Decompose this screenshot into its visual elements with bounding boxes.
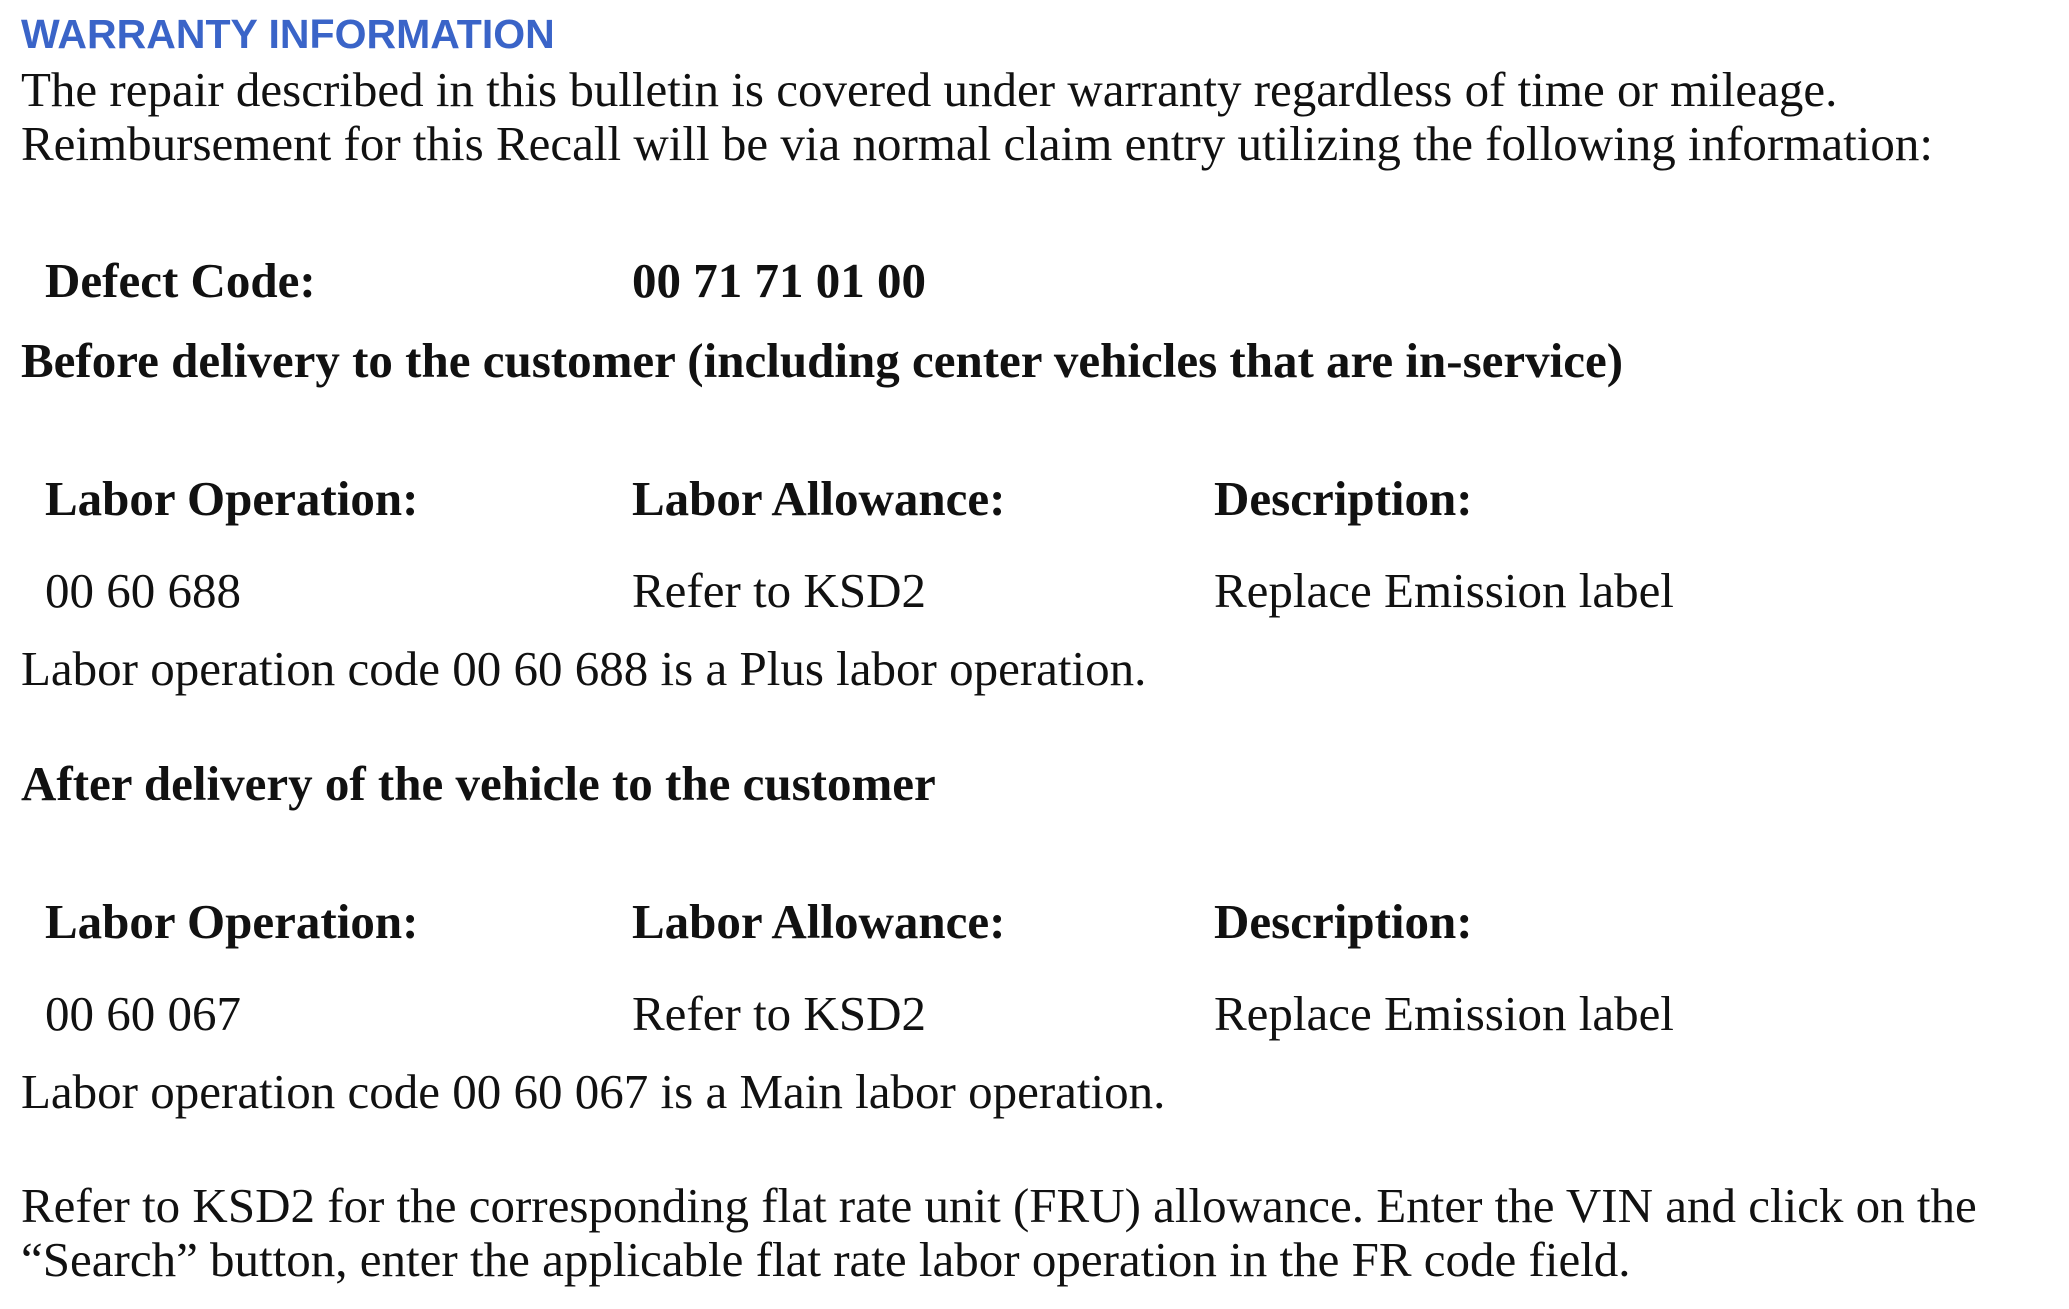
section-title: WARRANTY INFORMATION [21,11,555,57]
after-delivery-heading: After delivery of the vehicle to the customer [21,756,936,811]
before-delivery-heading: Before delivery to the customer (including center vehicles that are in-service) [21,333,1624,388]
after-row-allowance: Refer to KSD2 [632,986,926,1041]
intro-line-2: Reimbursement for this Recall will be via normal claim entry utilizing the following information: [21,116,1933,171]
after-row-description: Replace Emission label [1214,986,1674,1041]
intro-line-1: The repair described in this bulletin is covered under warranty regardless of time or mileage. [21,62,1838,117]
footer-line-1: Refer to KSD2 for the corresponding flat rate unit (FRU) allowance. Enter the VIN and click on the [21,1178,1977,1233]
after-col-labor-allowance: Labor Allowance: [632,894,1006,949]
defect-code-label: Defect Code: [45,253,316,308]
after-row-operation: 00 60 067 [45,986,241,1041]
after-delivery-note: Labor operation code 00 60 067 is a Main labor operation. [21,1064,1166,1119]
defect-code-value: 00 71 71 01 00 [632,253,926,308]
before-row-operation: 00 60 688 [45,563,241,618]
before-delivery-note: Labor operation code 00 60 688 is a Plus labor operation. [21,641,1147,696]
footer-line-2: “Search” button, enter the applicable flat rate labor operation in the FR code field. [21,1232,1631,1287]
after-col-description: Description: [1214,894,1473,949]
before-col-labor-operation: Labor Operation: [45,471,419,526]
before-row-description: Replace Emission label [1214,563,1674,618]
before-row-allowance: Refer to KSD2 [632,563,926,618]
after-col-labor-operation: Labor Operation: [45,894,419,949]
before-col-labor-allowance: Labor Allowance: [632,471,1006,526]
before-col-description: Description: [1214,471,1473,526]
